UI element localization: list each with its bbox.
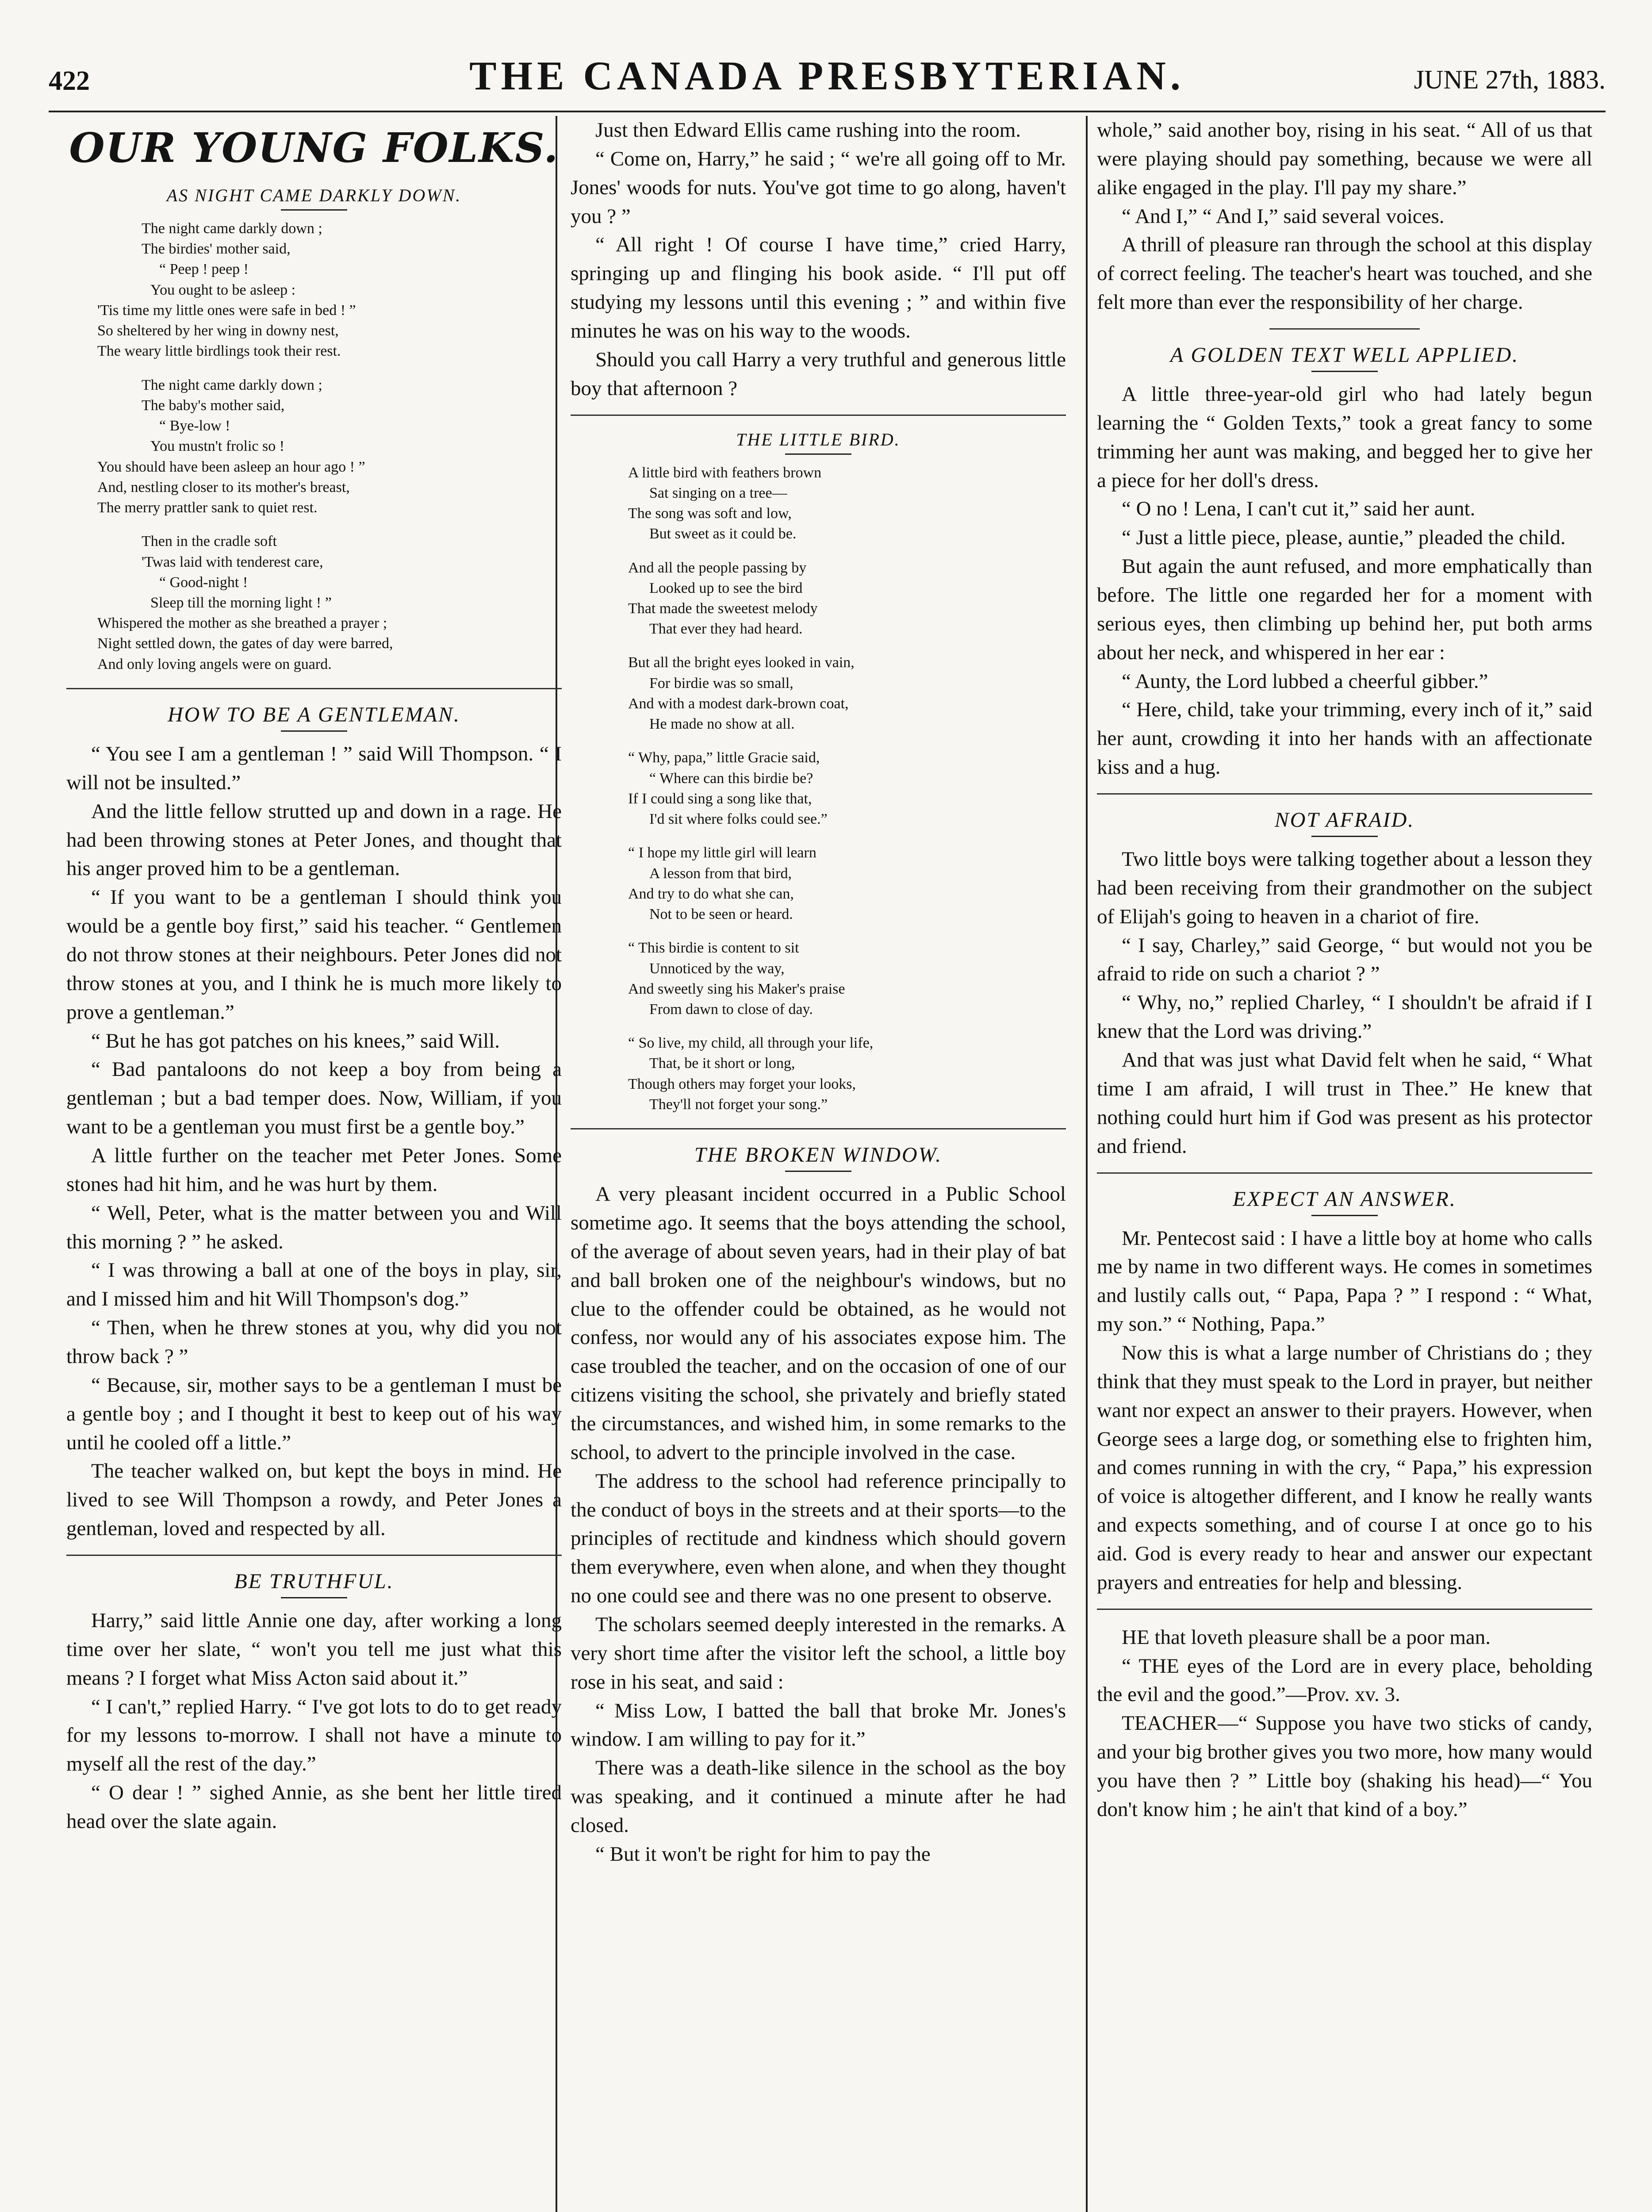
article-title: A GOLDEN TEXT WELL APPLIED. xyxy=(1170,343,1519,367)
paragraph: “ Aunty, the Lord lubbed a cheerful gibber.” xyxy=(1122,669,1488,693)
poem-line: Night settled down, the gates of day were barred, xyxy=(97,635,393,652)
poem-line: That, be it short or long, xyxy=(649,1055,795,1072)
section-rule xyxy=(66,688,562,689)
paragraph: And the little fellow strutted up and down in a rage. He had been throwing stones at Peter Jones, and thought that his anger proved him to be a gentleman. xyxy=(66,799,562,880)
poem-line: Though others may forget your looks, xyxy=(628,1075,856,1092)
poem-line: 'Tis time my little ones were safe in bed ! ” xyxy=(97,302,356,319)
poem-line: Sleep till the morning light ! ” xyxy=(150,594,332,611)
short-notes xyxy=(1097,1623,1592,1824)
poem-line: The baby's mother said, xyxy=(142,397,285,414)
poem-stanza xyxy=(97,531,562,675)
paragraph: “ Well, Peter, what is the matter between you and Will this morning ? ” he asked. xyxy=(66,1201,562,1253)
poem-line: Then in the cradle soft xyxy=(142,533,277,550)
poem-line: “ Good-night ! xyxy=(159,574,248,591)
paragraph: “ Come on, Harry,” he said ; “ we're all going off to Mr. Jones' woods for nuts. You've got time to go along, haven't you ? ” xyxy=(571,147,1066,228)
heading-rule xyxy=(785,453,851,455)
poem-line: So sheltered by her wing in downy nest, xyxy=(97,323,339,339)
poem-line: The birdies' mother said, xyxy=(142,241,291,257)
poem-stanza xyxy=(628,653,1066,734)
paragraph: “ Just a little piece, please, auntie,” pleaded the child. xyxy=(1122,526,1566,549)
poem-line: A lesson from that bird, xyxy=(649,865,792,882)
poem-line: He made no show at all. xyxy=(649,716,795,733)
poem-line: Whispered the mother as she breathed a prayer ; xyxy=(97,615,387,632)
poem-line: And, nestling closer to its mother's breast, xyxy=(97,479,350,495)
section-rule xyxy=(571,1128,1066,1129)
poem-line: You should have been asleep an hour ago ! ” xyxy=(97,458,365,475)
heading-rule xyxy=(281,209,347,211)
poem-line: And with a modest dark-brown coat, xyxy=(628,695,849,712)
paragraph: Harry,” said little Annie one day, after working a long time over her slate, “ won't you tell me just what this means ? I forget what Miss Acton said about it.” xyxy=(66,1609,562,1690)
poem-line: That made the sweetest melody xyxy=(628,600,818,617)
poem-line: “ So live, my child, all through your life, xyxy=(628,1035,874,1052)
paragraph: “ And I,” “ And I,” said several voices. xyxy=(1122,204,1445,228)
poem-line: And only loving angels were on guard. xyxy=(97,656,332,672)
paragraph: “ I can't,” replied Harry. “ I've got lots to do to get ready for my lessons to-morrow. I shall not have a minute to myself all the rest of the day.” xyxy=(66,1695,562,1776)
article-title: AS NIGHT CAME DARKLY DOWN. xyxy=(166,185,462,205)
poem-stanza xyxy=(628,748,1066,830)
poem-line: You mustn't frolic so ! xyxy=(150,438,285,455)
poem-stanza xyxy=(97,219,562,362)
paper-title: THE CANADA PRESBYTERIAN. xyxy=(469,53,1185,98)
poem-line: “ This birdie is content to sit xyxy=(628,940,799,956)
poem-line: “ Bye-low ! xyxy=(159,418,230,434)
section-rule xyxy=(1097,1172,1592,1174)
poem-line: For birdie was so small, xyxy=(649,675,793,691)
column-1 xyxy=(66,116,562,1836)
paragraph: The teacher walked on, but kept the boys in mind. He lived to see Will Thompson a rowdy, and Peter Jones a gentleman, loved and respected by all. xyxy=(66,1459,562,1540)
heading-rule xyxy=(1311,836,1378,837)
article-expect-answer xyxy=(1097,1224,1592,1597)
column-2 xyxy=(571,116,1066,1869)
article-title: HOW TO BE A GENTLEMAN. xyxy=(167,703,461,726)
section-rule xyxy=(1269,328,1420,330)
department-title: OUR YOUNG FOLKS. xyxy=(69,124,559,172)
paragraph: There was a death-like silence in the school as the boy was speaking, and it continued a minute after he had closed. xyxy=(571,1756,1066,1837)
poem-line: I'd sit where folks could see.” xyxy=(649,811,828,828)
paragraph: Two little boys were talking together about a lesson they had been receiving from their grandmother on the subject of Elijah's going to heaven in a chariot of fire. xyxy=(1097,848,1592,928)
article-truthful-continued xyxy=(571,116,1066,403)
heading-rule xyxy=(1311,371,1378,372)
paragraph: “ But it won't be right for him to pay the xyxy=(595,1842,931,1866)
article-gentleman xyxy=(66,740,562,1543)
paragraph: The scholars seemed deeply interested in the remarks. A very short time after the visitor left the school, a little boy rose in his seat, and said : xyxy=(571,1613,1066,1694)
poem-line: But all the bright eyes looked in vain, xyxy=(628,654,855,671)
poem-line: They'll not forget your song.” xyxy=(649,1096,828,1113)
poem-line: The merry prattler sank to quiet rest. xyxy=(97,499,318,516)
poem-line: That ever they had heard. xyxy=(649,621,803,637)
poem-line: “ Where can this birdie be? xyxy=(649,770,813,787)
paragraph: “ O no ! Lena, I can't cut it,” said her aunt. xyxy=(1122,497,1476,521)
paragraph: Now this is what a large number of Christians do ; they think that they must speak to the Lord in prayer, but neither want nor expect an answer to their prayers. However, when George sees a large dog, or something else to frighten him, and comes running in with the cry, “ Papa,” his expression of voice is altogether different, and I know he really wants and expects something, and of course I at once go to his aid. God is every ready to hear and answer our expectant prayers and entreaties for help and blessing. xyxy=(1097,1341,1592,1594)
issue-date: JUNE 27th, 1883. xyxy=(1414,65,1606,94)
poem-line: If I could sing a song like that, xyxy=(628,790,812,807)
poem-stanza xyxy=(628,1033,1066,1115)
poem-line: Not to be seen or heard. xyxy=(649,906,793,923)
poem-line: The night came darkly down ; xyxy=(142,376,322,393)
poem-line: You ought to be asleep : xyxy=(150,281,296,298)
paragraph: Just then Edward Ellis came rushing into the room. xyxy=(595,119,1021,142)
poem-stanza xyxy=(628,463,1066,545)
article-title: THE BROKEN WINDOW. xyxy=(694,1143,943,1167)
paragraph: “ Miss Low, I batted the ball that broke Mr. Jones's window. I am willing to pay for it.” xyxy=(571,1699,1066,1751)
note: “ THE eyes of the Lord are in every place, beholding the evil and the good.”—Prov. xv. 3. xyxy=(1097,1654,1592,1706)
masthead-rule xyxy=(49,111,1606,112)
article-truthful xyxy=(66,1606,562,1836)
paragraph: The address to the school had reference principally to the conduct of boys in the streets and at their sports—to the principles of rectitude and kindness which should govern them everywhere, even when alone, and when they thought no one could see and there was no one present to observe. xyxy=(571,1469,1066,1608)
paragraph: Should you call Harry a very truthful and generous little boy that afternoon ? xyxy=(571,348,1066,400)
article-not-afraid xyxy=(1097,845,1592,1160)
poem-line: From dawn to close of day. xyxy=(649,1001,813,1018)
masthead xyxy=(49,48,1606,114)
paragraph: But again the aunt refused, and more emphatically than before. The little one regarded her for a moment with serious eyes, then climbing up behind her, put both arms about her neck, and whispered in her ear : xyxy=(1097,555,1592,664)
poem-line: The night came darkly down ; xyxy=(142,220,322,237)
heading-rule xyxy=(1311,1215,1378,1216)
poem-stanza xyxy=(628,558,1066,640)
paragraph: “ If you want to be a gentleman I should think you would be a gentle boy first,” said his teacher. “ Gentlemen do not throw stones at their neighbours. Peter Jones did not throw stones at you, and I think he is much more likely to prove a gentleman.” xyxy=(66,886,562,1024)
poem-line: “ I hope my little girl will learn xyxy=(628,845,816,861)
poem-line: The weary little birdlings took their rest. xyxy=(97,343,341,360)
poem-night xyxy=(97,219,562,675)
poem-line: Sat singing on a tree— xyxy=(649,484,787,501)
paragraph: A thrill of pleasure ran through the school at this display of correct feeling. The teacher's heart was touched, and she felt more than ever the responsibility of her charge. xyxy=(1097,233,1592,314)
section-rule xyxy=(1097,1609,1592,1610)
section-rule xyxy=(1097,793,1592,795)
poem-line: But sweet as it could be. xyxy=(649,526,797,542)
poem-stanza xyxy=(628,938,1066,1020)
section-rule xyxy=(571,415,1066,416)
paragraph: “ I say, Charley,” said George, “ but would not you be afraid to ride on such a chariot ? ” xyxy=(1097,933,1592,986)
poem-line: And try to do what she can, xyxy=(628,885,794,902)
poem-line: And all the people passing by xyxy=(628,559,807,576)
poem-line: A little bird with feathers brown xyxy=(628,464,822,481)
poem-line: 'Twas laid with tenderest care, xyxy=(142,553,323,570)
article-broken-window-continued xyxy=(1097,116,1592,317)
article-title: NOT AFRAID. xyxy=(1274,808,1415,832)
paragraph: “ O dear ! ” sighed Annie, as she bent her little tired head over the slate again. xyxy=(66,1781,562,1833)
heading-rule xyxy=(281,730,347,732)
paragraph: “ Because, sir, mother says to be a gentleman I must be a gentle boy ; and I thought it best to keep out of his way until he cooled off a little.” xyxy=(66,1373,562,1454)
section-rule xyxy=(66,1555,562,1556)
paragraph: “ You see I am a gentleman ! ” said Will Thompson. “ I will not be insulted.” xyxy=(66,742,562,794)
paragraph: “ Why, no,” replied Charley, “ I shouldn't be afraid if I knew that the Lord was driving.” xyxy=(1097,991,1592,1043)
poem-line: Unnoticed by the way, xyxy=(649,960,785,977)
poem-line: The song was soft and low, xyxy=(628,505,792,522)
column-rule xyxy=(1086,116,1088,2212)
paragraph: “ Here, child, take your trimming, every inch of it,” said her aunt, crowding it into her hands with an affectionate kiss and a hug. xyxy=(1097,698,1592,779)
paragraph: “ But he has got patches on his knees,” said Will. xyxy=(91,1029,500,1052)
paragraph: “ All right ! Of course I have time,” cried Harry, springing up and flinging his book aside. “ I'll put off studying my lessons until this evening ; ” and within five minutes he was on his way to the woods. xyxy=(571,233,1066,343)
paragraph: A little three-year-old girl who had lately begun learning the “ Golden Texts,” took a great fancy to some trimming her aunt was making, and begged her to give her a piece for her doll's dress. xyxy=(1097,383,1592,492)
column-3 xyxy=(1097,116,1592,1824)
poem-stanza xyxy=(97,375,562,518)
paragraph: A very pleasant incident occurred in a Public School sometime ago. It seems that the boys attending the school, of the average of about seven years, had in their play of bat and ball broken one of the neighbour's windows, but no clue to the offender could be obtained, as he would not confess, nor would any of his associates expose him. The case troubled the teacher, and on the occasion of one of our citizens visiting the school, she privately and briefly stated the circumstances, and wished him, in some remarks to the school, to advert to the principle involved in the case. xyxy=(571,1183,1066,1464)
poem-line: “ Peep ! peep ! xyxy=(159,261,249,278)
heading-rule xyxy=(281,1597,347,1598)
paragraph: “ Then, when he threw stones at you, why did you not throw back ? ” xyxy=(66,1316,562,1368)
poem-line: And sweetly sing his Maker's praise xyxy=(628,980,845,997)
paragraph: whole,” said another boy, rising in his seat. “ All of us that were playing should pay something, because we were all alike engaged in the play. I'll pay my share.” xyxy=(1097,119,1592,199)
paragraph: “ I was throwing a ball at one of the boys in play, sir, and I missed him and hit Will Thompson's dog.” xyxy=(66,1259,562,1311)
paragraph: Mr. Pentecost said : I have a little boy at home who calls me by name in two different ways. He comes in sometimes and lustily calls out, “ Papa, Papa ? ” I respond : “ What, my son.” “ Nothing, Papa.” xyxy=(1097,1226,1592,1336)
poem-little-bird xyxy=(628,463,1066,1115)
article-title: THE LITTLE BIRD. xyxy=(736,429,901,449)
page-number: 422 xyxy=(49,66,90,96)
article-golden-text xyxy=(1097,380,1592,782)
paragraph: And that was just what David felt when he said, “ What time I am afraid, I will trust in Thee.” He knew that nothing could hurt him if God was present as his protector and friend. xyxy=(1097,1048,1592,1158)
heading-rule xyxy=(785,1171,851,1172)
article-title: BE TRUTHFUL. xyxy=(234,1569,394,1593)
paragraph: A little further on the teacher met Peter Jones. Some stones had hit him, and he was hurt by them. xyxy=(66,1144,562,1196)
poem-line: “ Why, papa,” little Gracie said, xyxy=(628,749,820,766)
paragraph: “ Bad pantaloons do not keep a boy from being a gentleman ; but a bad temper does. Now, William, if you want to be a gentleman you must first be a gentle boy.” xyxy=(66,1058,562,1139)
note: HE that loveth pleasure shall be a poor man. xyxy=(1122,1625,1491,1649)
poem-line: Looked up to see the bird xyxy=(649,580,803,596)
note: TEACHER—“ Suppose you have two sticks of candy, and your big brother gives you two more, how many would you have then ? ” Little boy (shaking his head)—“ You don't know him ; he ain't that kind of a boy.” xyxy=(1097,1712,1592,1821)
article-title: EXPECT AN ANSWER. xyxy=(1233,1187,1457,1211)
article-broken-window xyxy=(571,1180,1066,1869)
poem-stanza xyxy=(628,843,1066,925)
